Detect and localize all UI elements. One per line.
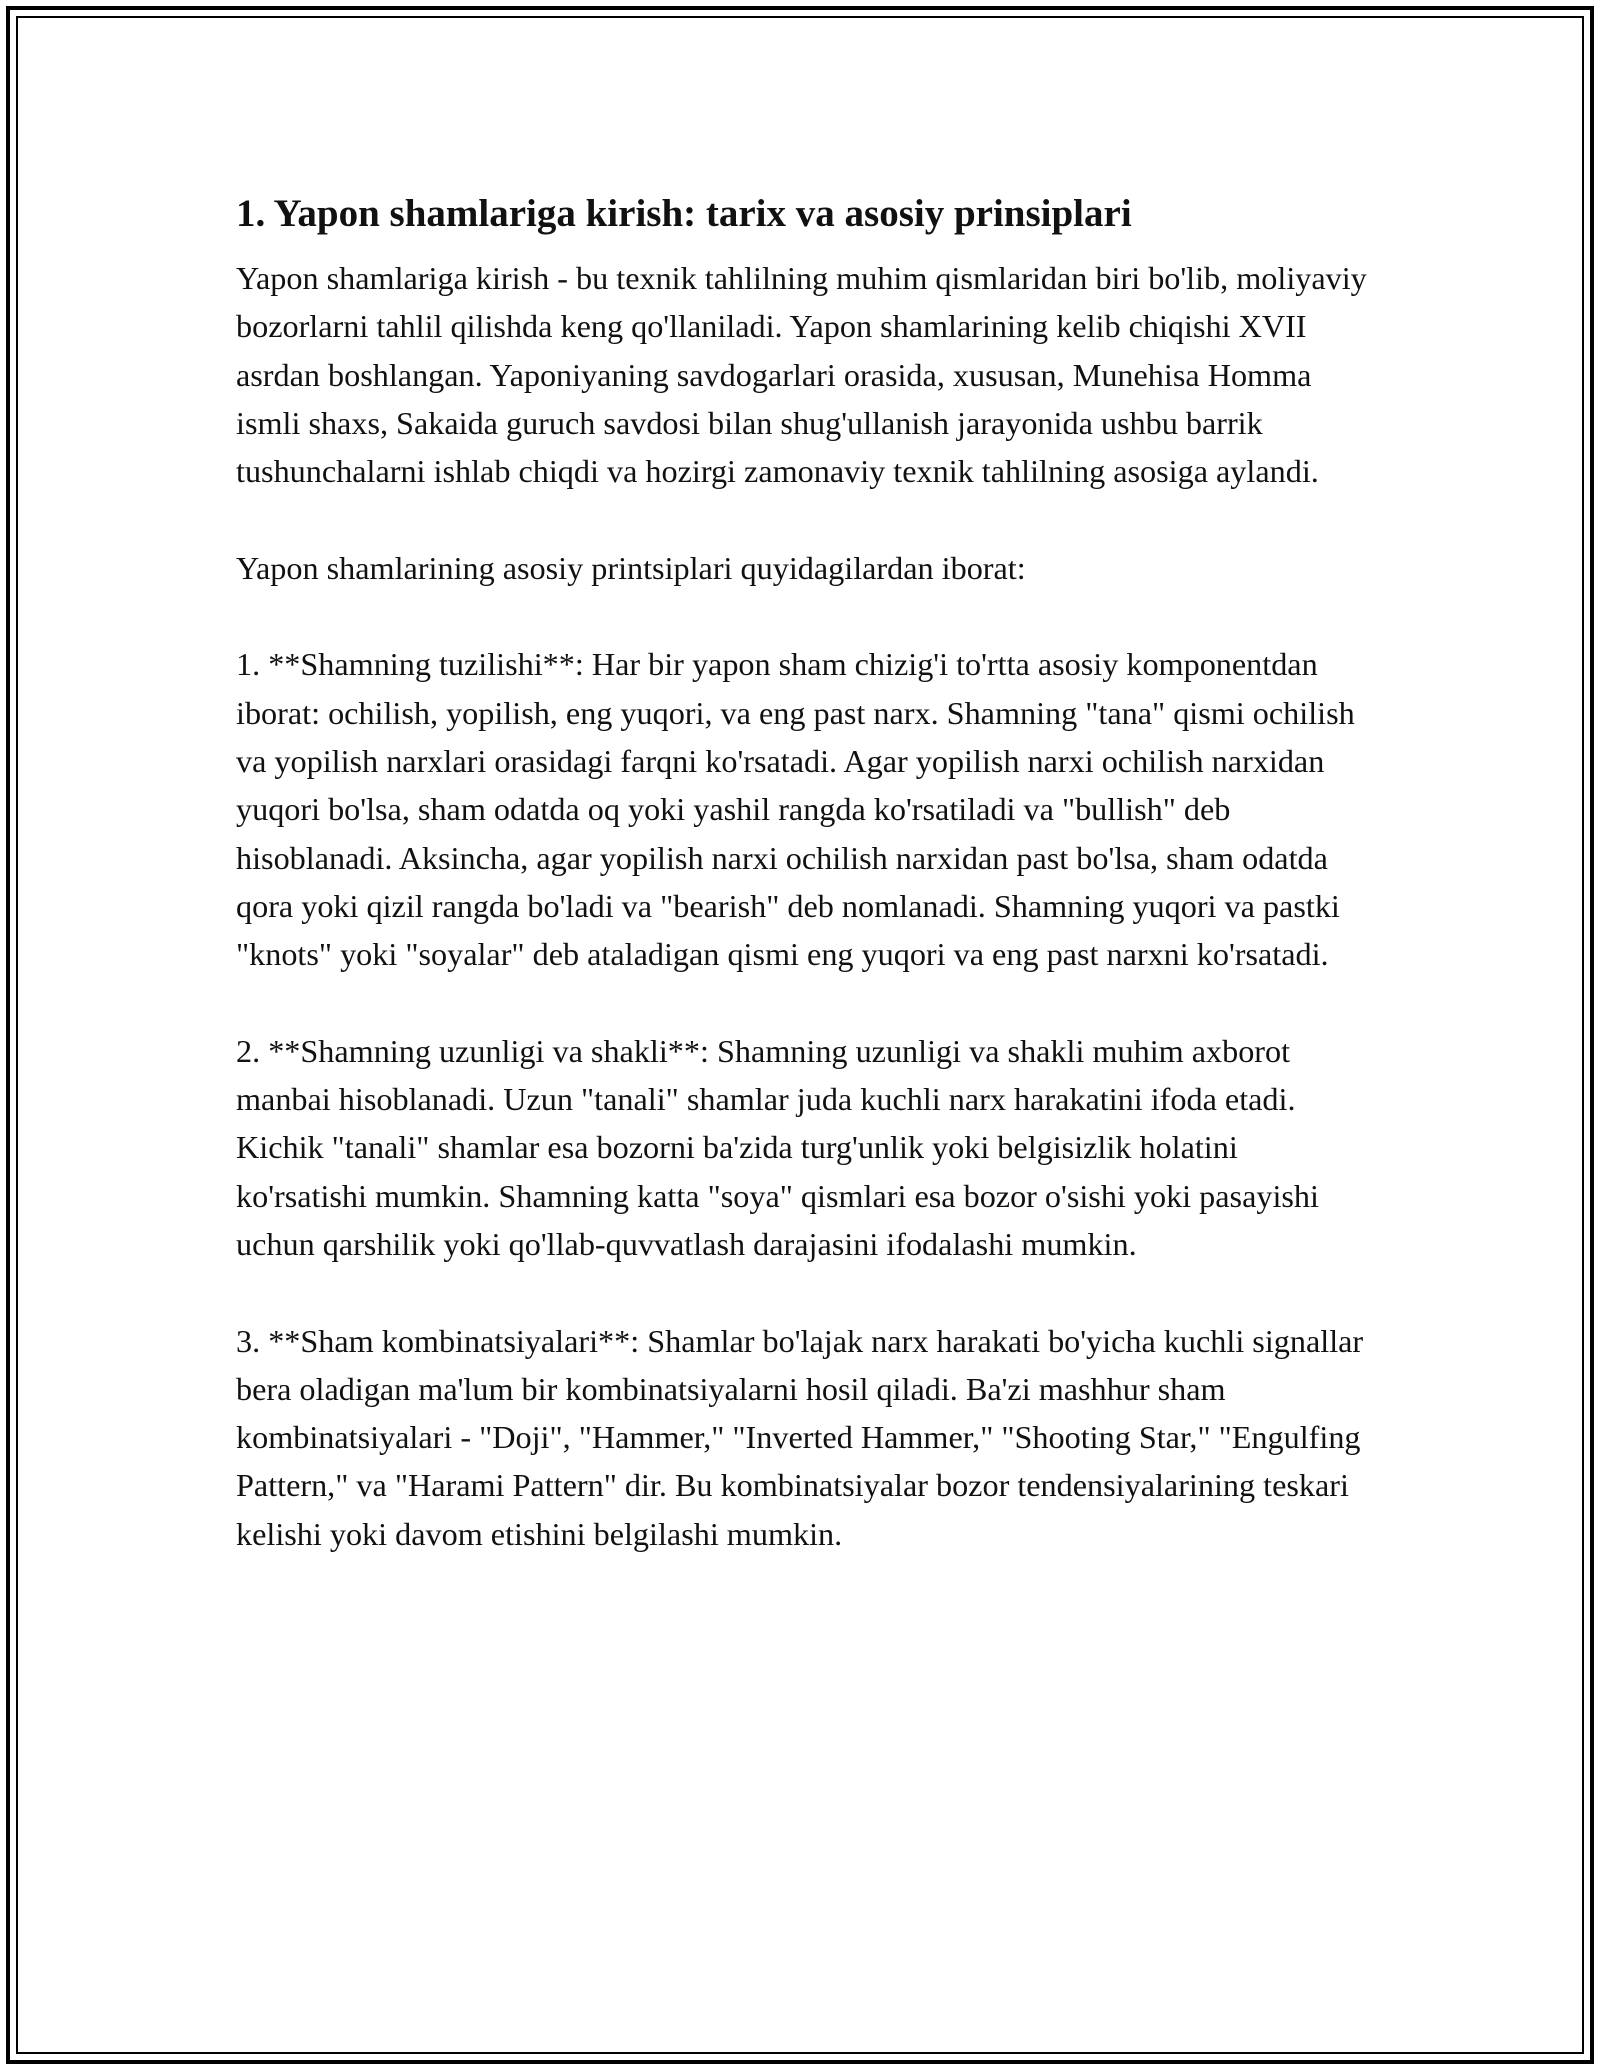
paragraph-spacer <box>236 592 1376 640</box>
section-heading: 1. Yapon shamlariga kirish: tarix va asosiy prinsiplari <box>236 192 1132 235</box>
paragraph-spacer <box>236 1268 1376 1316</box>
principles-lead-paragraph: Yapon shamlarining asosiy printsiplari quyidagilardan iborat: <box>236 549 1026 586</box>
document-body <box>236 186 1376 1558</box>
intro-paragraph: Yapon shamlariga kirish - bu texnik tahlilning muhim qismlaridan biri bo'lib, moliyaviy bozorlarni tahlil qilishda keng qo'llaniladi. Yapon shamlarining kelib chiqishi XVII asrdan boshlangan. Yaponiyaning savdogarlari orasida, xususan, Munehisa Homma ismli shaxs, Sakaida guruch savdosi bilan shug'ullanish jarayonida ushbu barrik tushunchalarni ishlab chiqdi va hozirgi zamonaviy texnik tahlilning asosiga aylandi. <box>236 260 1367 490</box>
paragraph-spacer <box>236 978 1376 1026</box>
paragraph-spacer <box>236 495 1376 543</box>
heading-spacer <box>236 242 1376 254</box>
principle-1-paragraph: 1. **Shamning tuzilishi**: Har bir yapon sham chizig'i to'rtta asosiy komponentdan iborat: ochilish, yopilish, eng yuqori, va eng past narx. Shamning "tana" qismi ochilish va yopilish narxlari orasidagi farqni ko'rsatadi. Agar yopilish narxi ochilish narxidan yuqori bo'lsa, sham odatda oq yoki yashil rangda ko'rsatiladi va "bullish" deb hisoblanadi. Aksincha, agar yopilish narxi ochilish narxidan past bo'lsa, sham odatda qora yoki qizil rangda bo'ladi va "bearish" deb nomlanadi. Shamning yuqori va pastki "knots" yoki "soyalar" deb ataladigan qismi eng yuqori va eng past narxni ko'rsatadi. <box>236 646 1355 973</box>
principle-3-paragraph: 3. **Sham kombinatsiyalari**: Shamlar bo'lajak narx harakati bo'yicha kuchli signallar bera oladigan ma'lum bir kombinatsiyalarni hosil qiladi. Ba'zi mashhur sham kombinatsiyalari - "Doji", "Hammer," "Inverted Hammer," "Shooting Star," "Engulfing Pattern," va "Harami Pattern" dir. Bu kombinatsiyalar bozor tendensiyalarining teskari kelishi yoki davom etishini belgilashi mumkin. <box>236 1322 1364 1552</box>
principle-2-paragraph: 2. **Shamning uzunligi va shakli**: Shamning uzunligi va shakli muhim axborot manbai hisoblanadi. Uzun "tanali" shamlar juda kuchli narx harakatini ifoda etadi. Kichik "tanali" shamlar esa bozorni ba'zida turg'unlik yoki belgisizlik holatini ko'rsatishi mumkin. Shamning katta "soya" qismlari esa bozor o'sishi yoki pasayishi uchun qarshilik yoki qo'llab-quvvatlash darajasini ifodalashi mumkin. <box>236 1032 1319 1262</box>
